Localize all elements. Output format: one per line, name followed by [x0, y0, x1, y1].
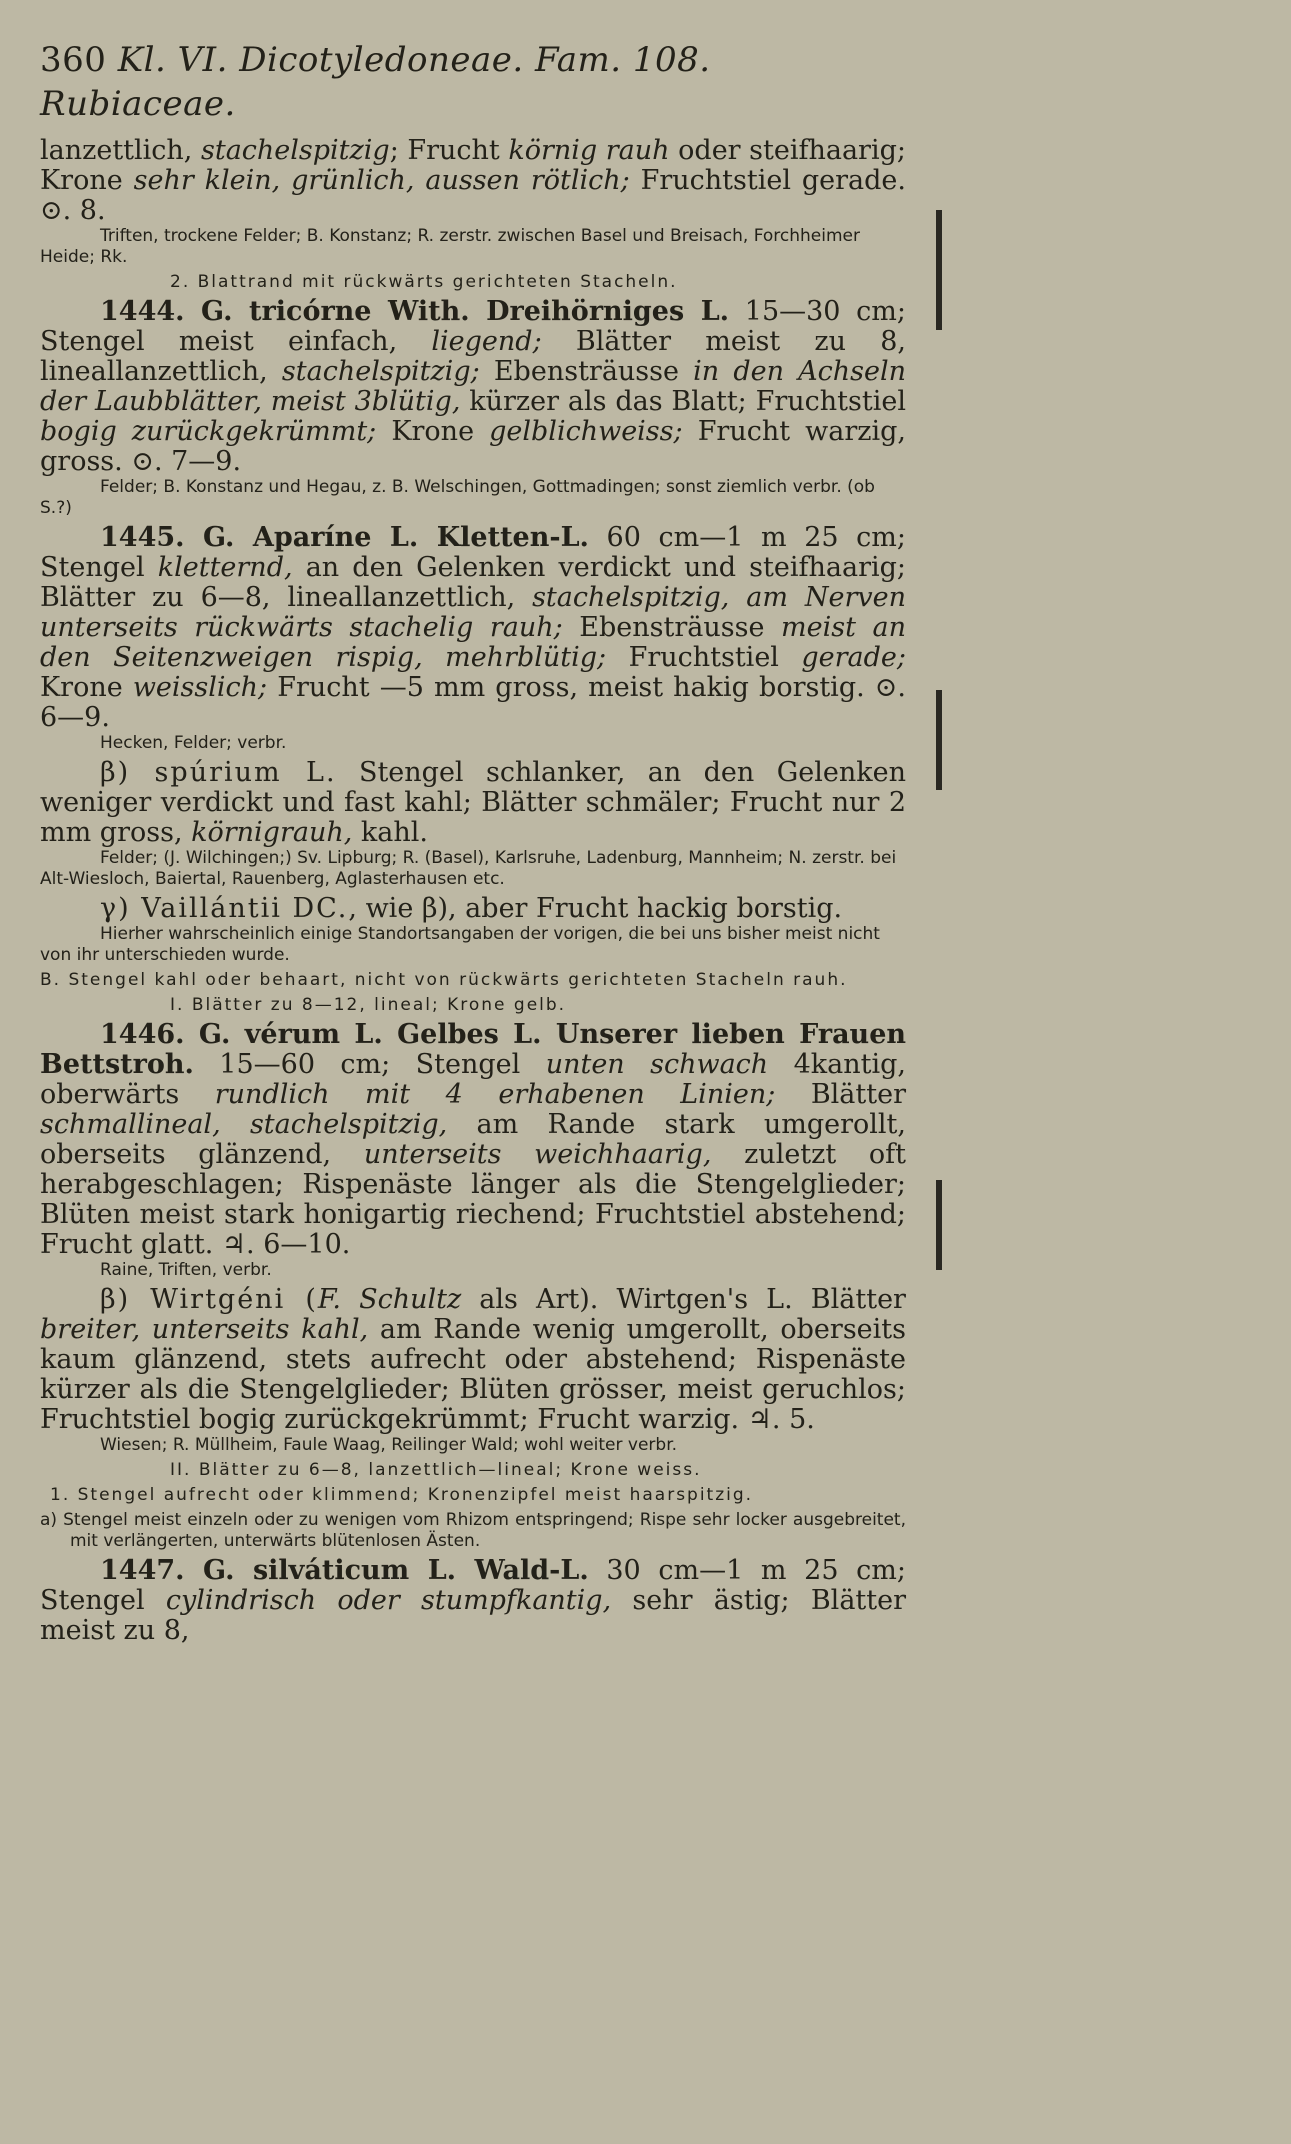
habitat-note: Wiesen; R. Müllheim, Faule Waag, Reilinger Wald; wohl weiter verbr. [100, 1435, 678, 1455]
species-continuation: lanzettlich, stachelspitzig; Frucht körnig rauh oder steifhaarig; Krone sehr klein, grünlich, aussen rötlich; Fruchtstiel gerade. ⊙. 8. [40, 135, 906, 226]
key-heading: 1. Stengel aufrecht oder klimmend; Kronenzipfel meist haarspitzig. [50, 1485, 754, 1505]
header-family: Rubiaceae. [40, 84, 236, 124]
habitat-note: Triften, trockene Felder; B. Konstanz; R. zerstr. zwischen Basel und Breisach, Forchheimer Heide; Rk. [40, 226, 860, 267]
key-heading: II. Blätter zu 6—8, lanzettlich—lineal; Krone weiss. [170, 1460, 702, 1480]
species-entry-1445: 1445. G. Aparíne L. Kletten-L. 60 cm—1 m 25 cm; Stengel kletternd, an den Gelenken verdickt und steifhaarig; Blätter zu 6—8, lineallanzettlich, stachelspitzig, am Nerven unterseits rückwärts stachelig rauh; Ebensträusse meist an den Seitenzweigen rispig, mehrblütig; Fruchtstiel gerade; Krone weisslich; Frucht —5 mm gross, meist hakig borstig. ⊙. 6—9. [40, 522, 907, 733]
variety-entry: γ) Vaillántii DC., wie β), aber Frucht hackig borstig. [100, 893, 843, 924]
page-number: 360 [40, 40, 107, 80]
key-heading: 2. Blattrand mit rückwärts gerichteten Stacheln. [170, 272, 678, 292]
page [40, 38, 906, 1646]
species-name: 1445. G. Aparíne L. Kletten-L. [100, 522, 589, 553]
margin-mark [936, 210, 942, 330]
habitat-note: Raine, Triften, verbr. [100, 1260, 272, 1280]
habitat-note: Hecken, Felder; verbr. [100, 733, 287, 753]
species-entry-1446: 1446. G. vérum L. Gelbes L. Unserer lieben Frauen Bettstroh. 15—60 cm; Stengel unten schwach 4kantig, oberwärts rundlich mit 4 erhabenen Linien; Blätter schmallineal, stachelspitzig, am Rande stark umgerollt, oberseits glänzend, unterseits weichhaarig, zuletzt oft herabgeschlagen; Rispenäste länger als die Stengelglieder; Blüten meist stark honigartig riechend; Fruchtstiel abstehend; Frucht glatt. ♃. 6—10. [40, 1019, 906, 1260]
key-heading: I. Blätter zu 8—12, lineal; Krone gelb. [170, 995, 567, 1015]
habitat-note: Felder; B. Konstanz und Hegau, z. B. Welschingen, Gottmadingen; sonst ziemlich verbr. (ob S.?) [40, 477, 875, 518]
species-name: 1447. G. silváticum L. Wald-L. [100, 1555, 589, 1586]
key-heading: B. Stengel kahl oder behaart, nicht von rückwärts gerichteten Stacheln rauh. [40, 970, 848, 990]
header-subclass: Dicotyledoneae. [239, 40, 524, 80]
species-name: 1444. G. tricórne With. Dreihörniges L. [100, 296, 730, 327]
habitat-note: Hierher wahrscheinlich einige Standortsangaben der vorigen, die bei uns bisher meist nicht von ihr unterschieden wurde. [40, 924, 880, 965]
margin-mark [936, 1180, 942, 1270]
variety-entry: β) Wirtgéni (F. Schultz als Art). Wirtgen's L. Blätter breiter, unterseits kahl, am Rande wenig umgerollt, oberseits kaum glänzend, stets aufrecht oder abstehend; Rispenäste kürzer als die Stengelglieder; Blüten grösser, meist geruchlos; Fruchtstiel bogig zurückgekrümmt; Frucht warzig. ♃. 5. [40, 1284, 906, 1435]
header-class: Kl. VI. [117, 40, 228, 80]
species-name: 1446. G. vérum L. Gelbes L. Unserer lieben Frauen Bettstroh. [40, 1019, 906, 1080]
header-family-number: Fam. 108. [535, 40, 711, 80]
species-entry-1447: 1447. G. silváticum L. Wald-L. 30 cm—1 m 25 cm; Stengel cylindrisch oder stumpfkantig, sehr ästig; Blätter meist zu 8, [40, 1555, 906, 1646]
page-header [40, 38, 906, 126]
species-entry-1444: 1444. G. tricórne With. Dreihörniges L. 15—30 cm; Stengel meist einfach, liegend; Blätter meist zu 8, lineallanzettlich, stachelspitzig; Ebensträusse in den Achseln der Laubblätter, meist 3blütig, kürzer als das Blatt; Fruchtstiel bogig zurückgekrümmt; Krone gelblichweiss; Frucht warzig, gross. ⊙. 7—9. [40, 296, 907, 477]
habitat-note: Felder; (J. Wilchingen;) Sv. Lipburg; R. (Basel), Karlsruhe, Ladenburg, Mannheim; N. zerstr. bei Alt-Wiesloch, Baiertal, Rauenberg, Aglasterhausen etc. [40, 848, 897, 889]
variety-entry: β) spúrium L. Stengel schlanker, an den Gelenken weniger verdickt und fast kahl; Blätter schmäler; Frucht nur 2 mm gross, körnigrauh, kahl. [40, 757, 906, 848]
margin-mark [936, 690, 942, 790]
key-heading: a) Stengel meist einzeln oder zu wenigen vom Rhizom entspringend; Rispe sehr locker ausgebreitet, mit verlängerten, unterwärts blütenlosen Ästen. [40, 1510, 906, 1551]
